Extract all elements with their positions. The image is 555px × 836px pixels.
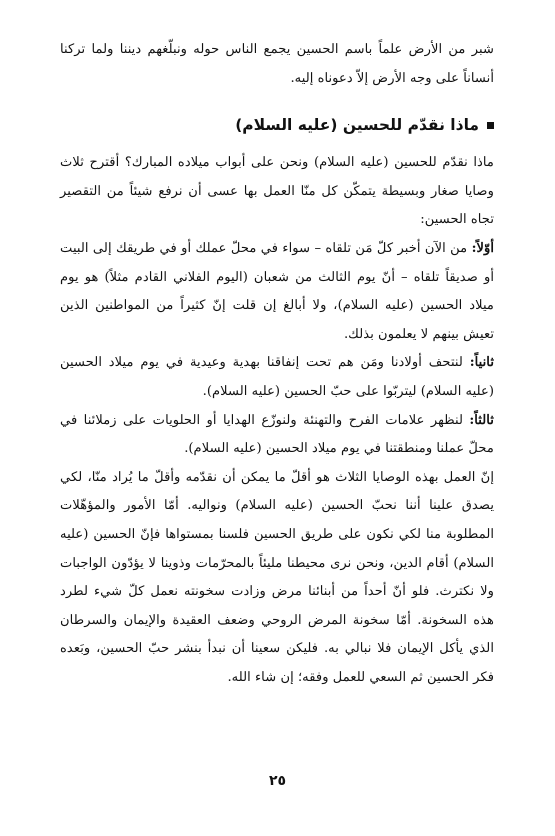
heading-bullet-icon	[487, 122, 494, 129]
opening-paragraph: ماذا نقدّم للحسين (عليه السلام) ونحن على أبواب ميلاده المبارك؟ أقترح ثلاث وصايا صغار وبسيطة يتمكّن كل منّا العمل بها عسى أن نرفع شيئاً من التقصير تجاه الحسين:	[60, 155, 494, 228]
first-point	[60, 235, 494, 349]
section-heading-text: ماذا نقدّم للحسين (عليه السلام)	[235, 116, 479, 135]
second-point	[60, 349, 494, 406]
first-point-label: أوّلاً:	[471, 240, 494, 256]
page-number: ٢٥	[268, 773, 287, 789]
second-point-label: ثانياً:	[469, 355, 494, 371]
third-point-text: لنظهر علامات الفرح والتهنئة ولنوزّع الهدايا أو الحلويات على زملائنا في محلّ عملنا ومنطقتنا في يوم ميلاد الحسين (عليه السلام).	[60, 412, 494, 457]
section-heading	[60, 113, 494, 137]
second-point-text: لنتحف أولادنا ومَن هم تحت إنفاقنا بهدية وعيدية في يوم ميلاد الحسين (عليه السلام) ليتربّوا على حبّ الحسين (عليه السلام).	[60, 355, 494, 399]
intro-paragraph: شبر من الأرض علماً باسم الحسين يجمع الناس حوله ونبلّغهم ديننا ولما تركنا أنساناً على وجه الأرض إلاّ دعوناه إليه.	[60, 42, 494, 86]
third-point	[60, 407, 494, 464]
third-point-label: ثالثاً:	[469, 412, 494, 428]
first-point-text: من الآن أخبر كلّ مَن تلقاه – سواء في محلّ عملك أو في طريقك إلى البيت أو صديقاً تلقاه – أنّ يوم الثالث من شعبان (اليوم الفلاني القادم مثلاً) هو يوم ميلاد الحسين (عليه السلام)، ولا أبالغ إن قلت إنّ كثيراً من المواطنين الذين تعيش بينهم لا يعلمون بذلك.	[60, 240, 494, 342]
page-body	[60, 36, 494, 692]
closing-paragraph: إنّ العمل بهذه الوصايا الثلاث هو أقلّ ما يمكن أن نقدّمه وأقلّ ما يُراد منّا، لكي يصدق علينا أننا نحبّ الحسين (عليه السلام) ونواليه. أمّا الأمور والمؤهّلات المطلوبة منا لكي نكون على طريق الحسين فلسنا بمستواها فإنّ الحسين (عليه السلام) أقام الدين، ونحن نرى محيطنا مليئاً بالمحرّمات وذوينا لا يؤدّون الواجبات ولا نكترث. فلو أنّ أحداً من أبنائنا مرض وزادت سخونته نعمل كلّ شيء لطرد هذه السخونة. أمّا سخونة المرض الروحي وضعف العقيدة والإيمان والسرطان الذي يأكل الإيمان فلا نبالي به. فليكن سعينا أن نبدأ بنشر حبّ الحسين، وبَعده فكر الحسين ثم السعي للعمل وفقه؛ إن شاء الله.	[60, 469, 494, 685]
